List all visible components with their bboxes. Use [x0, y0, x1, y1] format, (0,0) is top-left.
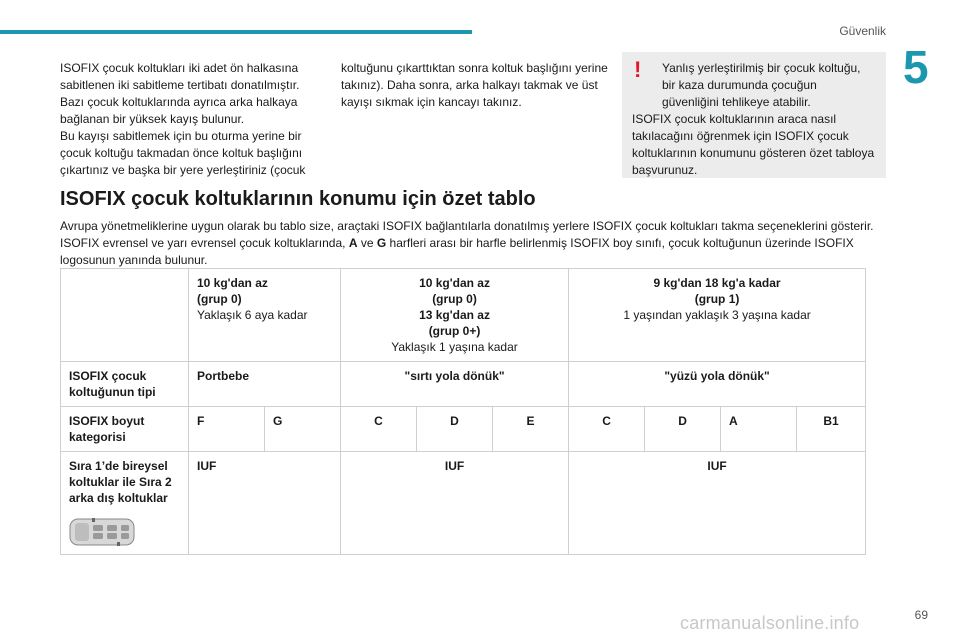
group-1-label: (grup 1): [694, 292, 740, 306]
row-label-type: ISOFIX çocuk koltuğunun tipi: [61, 362, 189, 407]
group-0-label: (grup 0): [197, 292, 242, 306]
type-rear-facing: "sırtı yola dönük": [341, 362, 569, 407]
seat-value-portbebe: IUF: [189, 452, 341, 555]
group-1-header: [569, 269, 866, 362]
seat-value-forward: IUF: [569, 452, 866, 555]
text-column-2: [341, 60, 609, 111]
group-1-weight: 9 kg'dan 18 kg'a kadar: [653, 276, 781, 290]
section-title: ISOFIX çocuk koltuklarının konumu için özet tablo: [60, 188, 536, 210]
group-0-weight: 10 kg'dan az: [197, 276, 268, 290]
letter-a: A: [348, 236, 358, 250]
table-row: [61, 362, 866, 407]
watermark: carmanualsonline.info: [680, 613, 860, 633]
intro-line-2a: ISOFIX evrensel ve yarı evrensel çocuk koltuklarında,: [60, 236, 346, 250]
intro-paragraph: [60, 218, 880, 269]
vehicle-seat-diagram-icon: [69, 516, 137, 548]
group-0plus-label: (grup 0): [432, 292, 477, 306]
type-forward-facing: "yüzü yola dönük": [569, 362, 866, 407]
letter-g: G: [376, 236, 387, 250]
paragraph: ISOFIX çocuk koltukları iki adet ön halkasına sabitlenen iki sabitleme tertibatı donatılmıştır.: [60, 61, 300, 92]
group-0plus-age: Yaklaşık 1 yaşına kadar: [391, 340, 518, 354]
table-row: [61, 407, 866, 452]
row-label-seats: [61, 452, 189, 555]
warning-box: [622, 52, 886, 178]
size-category-cell: D: [417, 407, 493, 452]
section-name: Güvenlik: [839, 24, 886, 38]
size-category-cell: G: [265, 407, 341, 452]
size-category-cell: B1: [797, 407, 866, 452]
size-category-cell: A: [721, 407, 797, 452]
group-0plus-label-2: (grup 0+): [428, 324, 481, 338]
row-label-category: ISOFIX boyut kategorisi: [61, 407, 189, 452]
size-category-cell: F: [189, 407, 265, 452]
seat-value-rear: IUF: [341, 452, 569, 555]
type-portbebe: Portbebe: [189, 362, 341, 407]
paragraph: Bu kayışı sabitlemek için bu oturma yerine bir çocuk koltuğu takmadan önce koltuk başlığını çıkartınız ve başka bir yere yerleştiriniz (çocuk: [60, 129, 306, 177]
text-column-1: [60, 60, 318, 179]
group-0-age: Yaklaşık 6 aya kadar: [197, 308, 308, 322]
warning-exclamation-icon: !: [634, 57, 642, 82]
size-category-cell: D: [645, 407, 721, 452]
table-row: [61, 269, 866, 362]
page-number: 69: [914, 608, 928, 622]
seat-row-label: Sıra 1’de bireysel koltuklar ile Sıra 2 arka dış koltuklar: [69, 459, 172, 505]
group-0-header: [189, 269, 341, 362]
table-cell-empty: [61, 269, 189, 362]
chapter-number: 5: [903, 41, 929, 93]
paragraph: Bazı çocuk koltuklarında ayrıca arka halkaya bağlanan bir yüksek kayış bulunur.: [60, 95, 298, 126]
header-accent-bar: [0, 30, 472, 34]
group-1-age: 1 yaşından yaklaşık 3 yaşına kadar: [623, 308, 811, 322]
table-row: [61, 452, 866, 555]
paragraph: koltuğunu çıkarttıktan sonra koltuk başlığını yerine takınız). Daha sonra, arka halkayı takmak ve üst kayışı sıkmak için kancayı takınız.: [341, 61, 608, 109]
size-category-cell: E: [493, 407, 569, 452]
group-0plus-header: [341, 269, 569, 362]
group-0plus-weight-2: 13 kg'dan az: [419, 308, 490, 322]
group-0plus-weight: 10 kg'dan az: [419, 276, 490, 290]
warning-text: [632, 57, 876, 111]
size-category-cell: C: [341, 407, 417, 452]
size-category-cell: C: [569, 407, 645, 452]
warning-text-2: ISOFIX çocuk koltuklarının araca nasıl takılacağını öğrenmek için ISOFIX çocuk koltuklarının konumunu gösteren özet tabloya başvurunuz.: [632, 112, 875, 177]
intro-ve: ve: [360, 236, 374, 250]
intro-line-2b: harfleri arası bir harfle belirlenmiş ISOFIX boy sınıfı, çocuk koltuğunun üzerinde ISOFIX logosunun yanında bulunur.: [60, 236, 854, 267]
isofix-summary-table: [60, 268, 866, 555]
intro-line-1: Avrupa yönetmeliklerine uygun olarak bu tablo size, araçtaki ISOFIX bağlantılarla donatılmış yerlere ISOFIX çocuk koltukları takma seçeneklerini gösterir.: [60, 219, 874, 233]
warning-line-1: Yanlış yerleştirilmiş bir çocuk koltuğu, bir kaza durumunda çocuğun güvenliğini tehlikeye atabilir.: [662, 61, 861, 109]
